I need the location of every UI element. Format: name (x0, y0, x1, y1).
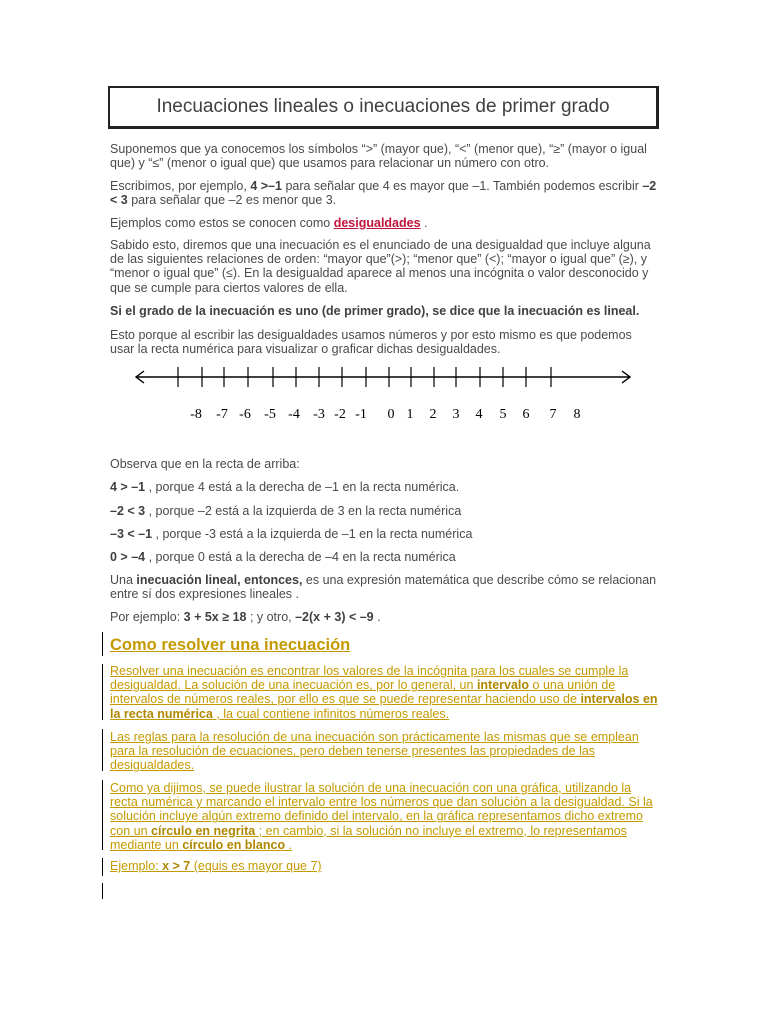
bold-expression: 4 >–1 (250, 179, 282, 193)
observation-item (110, 527, 658, 541)
bold-term: círculo en negrita (151, 823, 256, 838)
text-segment: . (420, 216, 428, 230)
change-bar (102, 858, 103, 876)
text-segment: para señalar que –2 es menor que 3. (127, 193, 337, 208)
observation-item (110, 480, 658, 494)
tick-label: 4 (475, 407, 483, 422)
text-segment: Por ejemplo: (110, 610, 184, 624)
tick-label: 3 (452, 407, 460, 422)
bold-expression: –2 < 3 (110, 504, 146, 518)
section-paragraph-3[interactable] (110, 781, 658, 852)
text-segment: , porque -3 está a la izquierda de –1 en la recta numérica (152, 527, 473, 541)
bold-term: intervalo (476, 678, 530, 693)
tick-label: -4 (288, 407, 300, 422)
bold-term: círculo en blanco (182, 837, 286, 852)
text-segment: , la cual contiene infinitos números reales. (212, 706, 450, 721)
bold-term: intervalos en la recta numérica (110, 692, 658, 721)
tick-label: 7 (549, 407, 557, 422)
tick-label: -8 (190, 407, 202, 422)
bold-expression: inecuación lineal, entonces, (136, 573, 303, 587)
tick-label: -6 (239, 407, 251, 422)
text-segment: , porque 0 está a la derecha de –4 en la recta numérica (145, 550, 456, 564)
paragraph-desigualdades (110, 216, 658, 230)
tick-label: 0 (387, 407, 395, 422)
tick-label: 2 (429, 407, 437, 422)
observation-item (110, 550, 658, 564)
text-segment: Escribimos, por ejemplo, (110, 179, 251, 193)
paragraph-definition: Sabido esto, diremos que una inecuación es el enunciado de una desigualdad que incluye alguna de las siguientes relaciones de orden: “mayor que”(>); “menor que” (<); “mayor o igual que” (≥), y “menor o igual que” (≤). En la desigualdad aparece al menos una incógnita o valor desconocido y que se cumple para ciertos valores de ella. (110, 238, 651, 295)
text-segment: es una expresión matemática que describe cómo se relacionan entre sí dos expresiones lineales . (110, 573, 657, 602)
change-bar (102, 780, 103, 850)
desigualdades-link[interactable]: desigualdades (333, 216, 421, 230)
tick-label: -1 (355, 407, 367, 422)
tick-label: 5 (499, 407, 507, 422)
page-title: Inecuaciones lineales o inecuaciones de primer grado (156, 96, 610, 117)
tick-label: -2 (334, 407, 346, 422)
bold-expression: –2(x + 3) < –9 (295, 610, 374, 624)
text-segment: Resolver una inecuación es encontrar los valores de la incógnita para los cuales se cumple la desigualdad. La solución de una inecuación es, por lo general, un (110, 664, 629, 693)
bold-expression: 0 > –4 (110, 550, 146, 564)
observation-item (110, 504, 658, 518)
number-line (128, 360, 640, 430)
text-segment: Una (110, 573, 137, 587)
text-segment: Como ya dijimos, se puede ilustrar la solución de una inecuación con una gráfica, utilizando la recta numérica y marcando el intervalo entre los números que dan solución a la desigualdad. Si la solución incluye algún extremo definido del intervalo, en la gráfica representamos dicho extremo con un (110, 781, 653, 838)
paragraph-examples (110, 610, 658, 624)
paragraph-recta: Esto porque al escribir las desigualdades usamos números y por esto mismo es que podemos usar la recta numérica para visualizar o graficar dichas desigualdades. (110, 328, 632, 357)
paragraph-symbols: Suponemos que ya conocemos los símbolos “>” (mayor que), “<” (menor que), “≥” (mayor o igual que) y “≤” (menor o igual que) que usamos para relacionar un número con otro. (110, 142, 647, 171)
text-segment: ; y otro, (246, 610, 296, 624)
tick-label: -3 (313, 407, 325, 422)
text-segment: Ejemplo: (110, 859, 163, 873)
text-segment: , porque –2 está a la izquierda de 3 en la recta numérica (145, 504, 462, 518)
change-bar (102, 632, 103, 656)
bold-expression: –3 < –1 (110, 527, 153, 541)
paragraph-linear-def (110, 573, 658, 601)
text-segment: , porque 4 está a la derecha de –1 en la recta numérica. (145, 480, 460, 494)
text-segment: (equis es mayor que 7) (190, 859, 322, 873)
tick-label: -5 (264, 407, 276, 422)
change-bar (102, 664, 103, 720)
bold-expression: 3 + 5x ≥ 18 (183, 610, 247, 624)
text-segment: para señalar que 4 es mayor que –1. También podemos escribir (281, 179, 643, 193)
title-box (108, 86, 659, 129)
bold-term: x > 7 (162, 859, 191, 873)
paragraph-example (110, 179, 658, 207)
section-example[interactable] (110, 859, 658, 873)
section-paragraph-2[interactable]: Las reglas para la resolución de una inecuación son prácticamente las mismas que se emplean para la resolución de ecuaciones, pero deben tenerse presentes las propiedades de las desigualdades. (110, 730, 639, 773)
section-heading-link[interactable]: Como resolver una inecuación (110, 636, 351, 654)
text-segment: ; en cambio, si la solución no incluye el extremo, lo representamos mediante un (110, 823, 627, 852)
section-paragraph-1[interactable] (110, 664, 658, 721)
change-bar (102, 883, 103, 899)
bold-expression: 4 > –1 (110, 480, 146, 494)
tick-label: 6 (522, 407, 530, 422)
text-segment: o una unión de intervalos de números reales, por ello es que se puede representar haciendo uso de (110, 678, 616, 707)
tick-label: -7 (216, 407, 228, 422)
text-segment: . (373, 610, 381, 624)
text-segment: . (285, 837, 293, 852)
bold-expression: –2 < 3 (110, 179, 657, 208)
change-bar (102, 729, 103, 771)
tick-label: 8 (573, 407, 581, 422)
observations-intro: Observa que en la recta de arriba: (110, 457, 300, 471)
text-segment: Ejemplos como estos se conocen como (110, 216, 334, 230)
paragraph-lineal: Si el grado de la inecuación es uno (de primer grado), se dice que la inecuación es lineal. (110, 304, 640, 318)
tick-label: 1 (406, 407, 414, 422)
